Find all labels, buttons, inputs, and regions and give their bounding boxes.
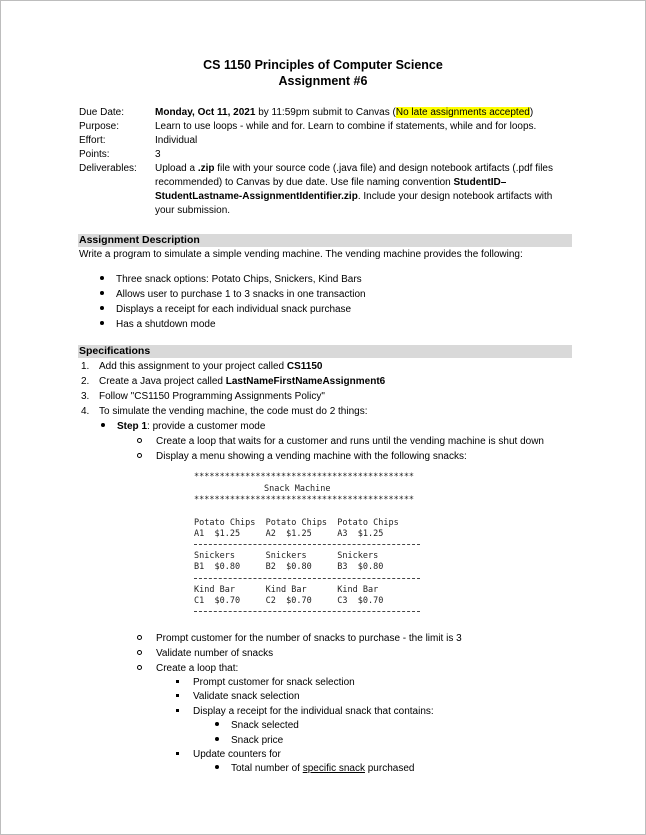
machine-title: Snack Machine [264, 484, 331, 494]
list-item: Create a loop that waits for a customer and runs until the vending machine is shut down [137, 434, 544, 449]
purpose-label: Purpose: [79, 121, 120, 132]
late-policy-highlight: No late assignments accepted [395, 107, 530, 118]
snack-row-b-names: Snickers Snickers Snickers [194, 551, 379, 561]
list-item: Display a menu showing a vending machine with the following snacks: [137, 449, 467, 464]
snack-row-a-codes: A1 $1.25 A2 $1.25 A3 $1.25 [194, 529, 384, 539]
effort-row [79, 134, 567, 148]
row-divider [194, 611, 420, 612]
purpose-text: Learn to use loops - while and for. Learn to combine if statements, while and for loops. [155, 121, 537, 132]
machine-stars-top: ******************************************* [194, 472, 415, 482]
course-title: CS 1150 Principles of Computer Science [203, 58, 443, 72]
assignment-meta [79, 106, 567, 218]
assignment-description-heading: Assignment Description [78, 234, 572, 247]
spec-item-2: 2. Create a Java project called LastNameFirstNameAssignment6 [81, 376, 386, 387]
list-item: Display a receipt for the individual snack that contains: [176, 704, 434, 719]
points-row [79, 148, 567, 162]
purpose-row [79, 120, 567, 134]
list-item: Snack selected [215, 718, 299, 733]
points-value: 3 [155, 149, 161, 160]
machine-stars-bottom: ******************************************* [194, 495, 415, 505]
deliverables-text: Upload a .zip file with your source code (.java file) and design notebook artifacts (.pdf files recommended) to Canvas by due date. Use file naming convention StudentID–StudentLastname-AssignmentIdentifier.zip. Include your design notebook artifacts with your submission. [155, 163, 553, 216]
row-divider [194, 578, 420, 579]
specifications-heading: Specifications [78, 345, 572, 358]
list-item: Allows user to purchase 1 to 3 snacks in one transaction [100, 287, 366, 302]
due-date-label: Due Date: [79, 107, 125, 118]
due-date-row: Due Date: Monday, Oct 11, 2021 by 11:59pm submit to Canvas (No late assignments accepted) [79, 107, 534, 118]
assignment-title: Assignment #6 [278, 74, 368, 88]
file-naming-convention: StudentID–StudentLastname-AssignmentIdentifier.zip [155, 177, 507, 202]
deliverables-row [79, 162, 567, 218]
list-item: Update counters for [176, 747, 281, 762]
snack-row-c-codes: C1 $0.70 C2 $0.70 C3 $0.70 [194, 596, 384, 606]
effort-text: Individual [155, 135, 198, 146]
list-item: Prompt customer for the number of snacks to purchase - the limit is 3 [137, 631, 462, 646]
list-item: Validate snack selection [176, 689, 300, 704]
list-item: Total number of specific snack purchased [215, 761, 414, 776]
step-1: Step 1: provide a customer mode [101, 419, 265, 434]
list-item: Prompt customer for snack selection [176, 675, 355, 690]
due-by: by 11:59pm submit to Canvas ( [255, 107, 396, 118]
list-item: Three snack options: Potato Chips, Snickers, Kind Bars [100, 272, 362, 287]
list-item: Has a shutdown mode [100, 317, 216, 332]
effort-label: Effort: [79, 135, 106, 146]
due-date: Monday, Oct 11, 2021 [155, 107, 256, 118]
deliverables-label: Deliverables: [79, 163, 137, 174]
spec-item-3: 3. Follow "CS1150 Programming Assignments Policy" [81, 391, 325, 402]
spec-item-4: 4. To simulate the vending machine, the code must do 2 things: [81, 406, 368, 417]
spec-item-1: 1. Add this assignment to your project called CS1150 [81, 361, 323, 372]
row-divider [194, 544, 420, 545]
description-intro: Write a program to simulate a simple vending machine. The vending machine provides the following: [79, 249, 523, 260]
list-item: Create a loop that: [137, 661, 238, 676]
points-label: Points: [79, 149, 110, 160]
snack-row-b-codes: B1 $0.80 B2 $0.80 B3 $0.80 [194, 562, 384, 572]
list-item: Displays a receipt for each individual snack purchase [100, 302, 351, 317]
list-item: Validate number of snacks [137, 646, 273, 661]
snack-row-a-names: Potato Chips Potato Chips Potato Chips [194, 518, 399, 528]
snack-row-c-names: Kind Bar Kind Bar Kind Bar [194, 585, 379, 595]
list-item: Snack price [215, 733, 283, 748]
